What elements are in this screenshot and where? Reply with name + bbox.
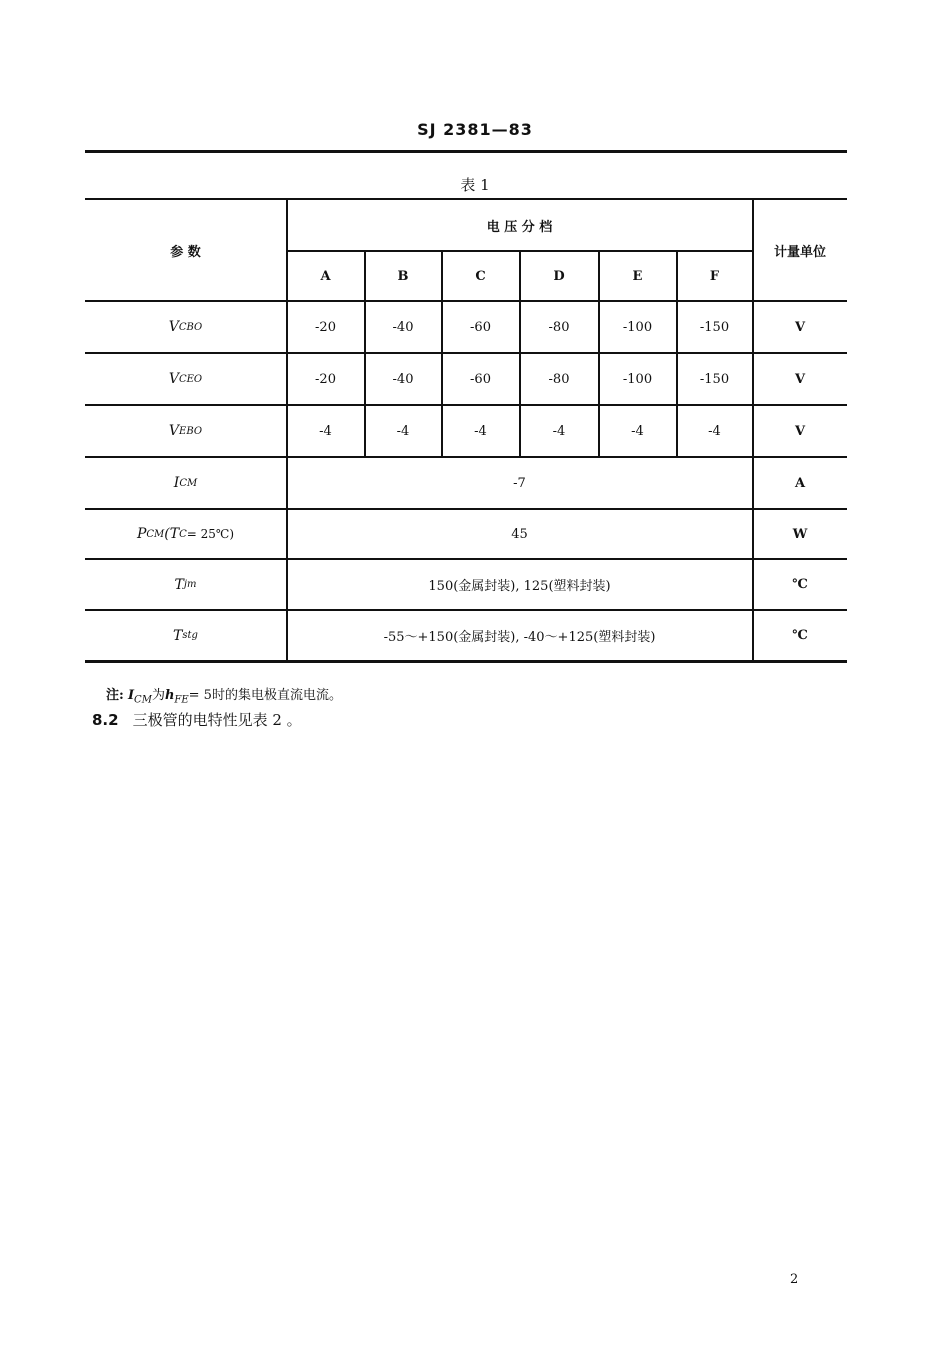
table-cell: -80: [548, 319, 570, 335]
table-title: 表 1: [460, 176, 490, 194]
section-8-2: [92, 709, 302, 730]
table-cell: -40: [392, 319, 414, 335]
table-cell: -4: [552, 423, 566, 439]
table-cell: -40: [392, 371, 414, 387]
grade-a-header: A: [320, 268, 331, 284]
table-cell: -150: [699, 371, 730, 387]
param-tstg: T stg: [173, 627, 198, 644]
table-cell: -80: [548, 371, 570, 387]
unit-cell: V: [794, 423, 806, 439]
grade-f-header: F: [709, 268, 720, 284]
unit-cell: ℃: [792, 628, 808, 643]
section-number: 8.2: [92, 711, 119, 729]
document-code: SJ 2381—83: [417, 120, 533, 139]
table-cell-span: 150(金属封装), 125(塑料封装): [428, 579, 611, 594]
param-header: 参 数: [170, 244, 201, 260]
grade-b-header: B: [397, 268, 409, 284]
table-cell: -150: [699, 319, 730, 335]
table-cell: -4: [474, 423, 487, 439]
table-cell: -4: [319, 423, 332, 439]
unit-cell: W: [792, 526, 808, 542]
unit-cell: ℃: [792, 577, 808, 592]
table-cell: -4: [396, 423, 410, 439]
param-vceo: V CEO: [168, 371, 203, 387]
table-cell: -60: [470, 371, 491, 387]
table-cell-span: 45: [511, 526, 528, 542]
table-cell: -100: [622, 319, 653, 335]
param-pcm: P CM (T C = 25℃): [136, 526, 235, 542]
grade-e-header: E: [632, 268, 643, 284]
param-vebo: V EBO: [168, 423, 203, 439]
table-cell: -100: [622, 371, 653, 387]
grade-c-header: C: [475, 268, 486, 284]
unit-cell: V: [794, 319, 806, 335]
table-cell: -4: [708, 423, 721, 439]
param-vcbo: V CBO: [168, 319, 203, 335]
param-tjm: T jm: [174, 576, 197, 593]
section-text: 三极管的电特性见表 2 。: [132, 711, 302, 729]
table-bottom-rule: [85, 660, 847, 663]
table-note: 注: $I_{CM}$为$h_{FE}= 5$时的集电极直流电流。: [106, 688, 342, 706]
page-number: 2: [790, 1272, 799, 1287]
table-cell: -20: [315, 319, 336, 335]
table-cell-span: -7: [513, 475, 526, 491]
table-cell-span: -55～+150(金属封装), -40～+125(塑料封装): [383, 630, 656, 645]
table-cell: -20: [315, 371, 336, 387]
grade-d-header: D: [553, 268, 565, 284]
unit-cell: A: [794, 475, 806, 491]
unit-cell: V: [794, 371, 806, 387]
voltage-grade-header: 电 压 分 档: [486, 219, 553, 235]
param-icm: I CM: [173, 475, 198, 491]
table-cell: -4: [631, 423, 644, 439]
table-cell: -60: [470, 319, 491, 335]
unit-header: 计量单位: [773, 244, 826, 260]
